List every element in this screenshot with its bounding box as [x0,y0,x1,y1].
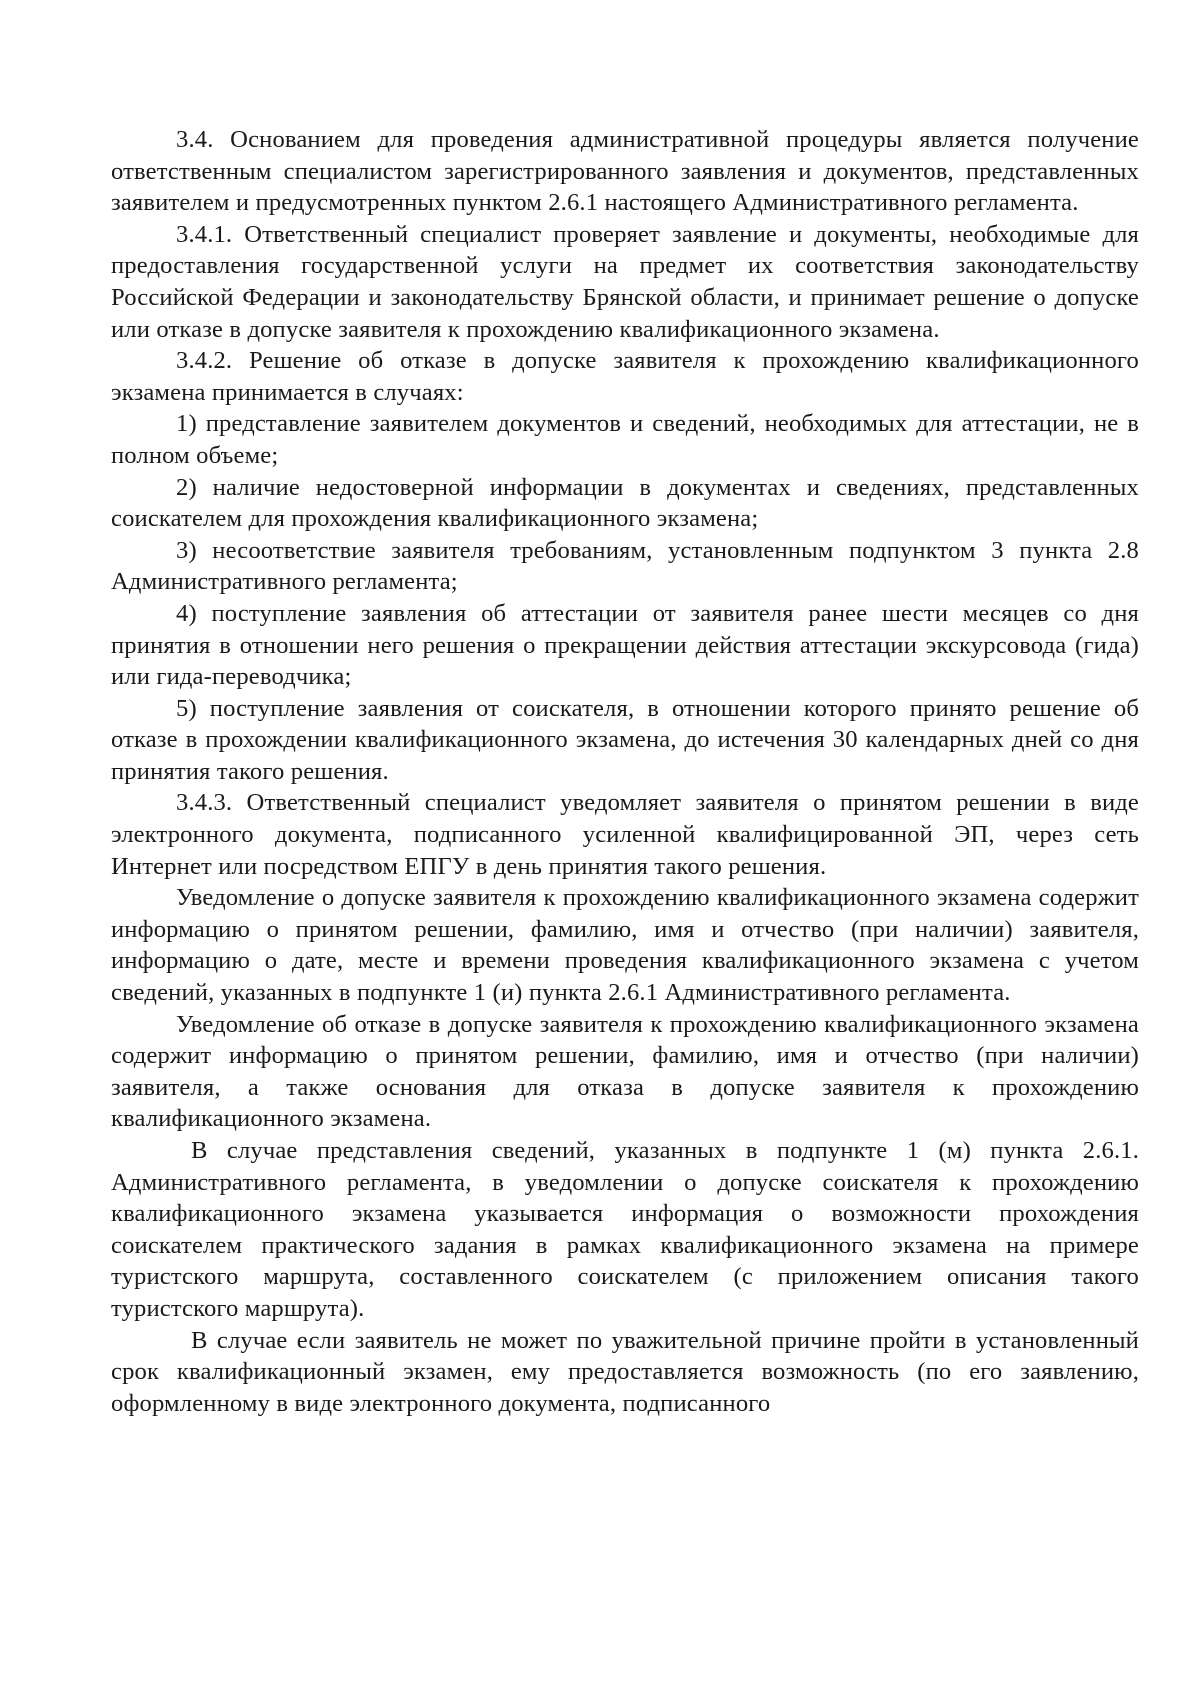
list-item-4: 4) поступление заявления об аттестации от заявителя ранее шести месяцев со дня принятия в отношении него решения о прекращении действия аттестации экскурсовода (гида) или гида-переводчика; [111,599,1139,691]
paragraph-practical-task: В случае представления сведений, указанных в подпункте 1 (м) пункта 2.6.1. Административного регламента, в уведомлении о допуске соискателя к прохождению квалификационного экзамена указывается информация о возможности прохождения соискателем практического задания в рамках квалификационного экзамена на примере туристского маршрута, составленного соискателем (с приложением описания такого туристского маршрута). [111,1137,1139,1322]
document-body [111,124,1139,1419]
paragraph-admission-notice: Уведомление о допуске заявителя к прохождению квалификационного экзамена содержит информацию о принятом решении, фамилию, имя и отчество (при наличии) заявителя, информацию о дате, месте и времени проведения квалификационного экзамена с учетом сведений, указанных в подпункте 1 (и) пункта 2.6.1 Административного регламента. [111,884,1139,1007]
list-item-2: 2) наличие недостоверной информации в документах и сведениях, представленных соискателем для прохождения квалификационного экзамена; [111,473,1139,533]
list-item-3: 3) несоответствие заявителя требованиям, установленным подпунктом 3 пункта 2.8 Административного регламента; [111,536,1139,596]
list-item-5: 5) поступление заявления от соискателя, в отношении которого принято решение об отказе в прохождении квалификационного экзамена, до истечения 30 календарных дней со дня принятия такого решения. [111,694,1139,785]
paragraph-3-4: 3.4. Основанием для проведения административной процедуры является получение ответственным специалистом зарегистрированного заявления и документов, представленных заявителем и предусмотренных пунктом 2.6.1 настоящего Административного регламента. [111,126,1139,217]
paragraph-refusal-notice: Уведомление об отказе в допуске заявителя к прохождению квалификационного экзамена содержит информацию о принятом решении, фамилию, имя и отчество (при наличии) заявителя, а также основания для отказа в допуске заявителя к прохождению квалификационного экзамена. [111,1010,1139,1133]
paragraph-3-4-3: 3.4.3. Ответственный специалист уведомляет заявителя о принятом решении в виде электронного документа, подписанного усиленной квалифицированной ЭП, через сеть Интернет или посредством ЕПГУ в день принятия такого решения. [111,789,1139,880]
list-item-1: 1) представление заявителем документов и сведений, необходимых для аттестации, не в полном объеме; [111,410,1139,469]
paragraph-3-4-2: 3.4.2. Решение об отказе в допуске заявителя к прохождению квалификационного экзамена принимается в случаях: [111,347,1139,406]
paragraph-reschedule: В случае если заявитель не может по уважительной причине пройти в установленный срок квалификационный экзамен, ему предоставляется возможность (по его заявлению, оформленному в виде электронного документа, подписанного [111,1326,1139,1417]
paragraph-3-4-1: 3.4.1. Ответственный специалист проверяет заявление и документы, необходимые для предоставления государственной услуги на предмет их соответствия законодательству Российской Федерации и законодательству Брянской области, и принимает решение о допуске или отказе в допуске заявителя к прохождению квалификационного экзамена. [111,220,1139,343]
